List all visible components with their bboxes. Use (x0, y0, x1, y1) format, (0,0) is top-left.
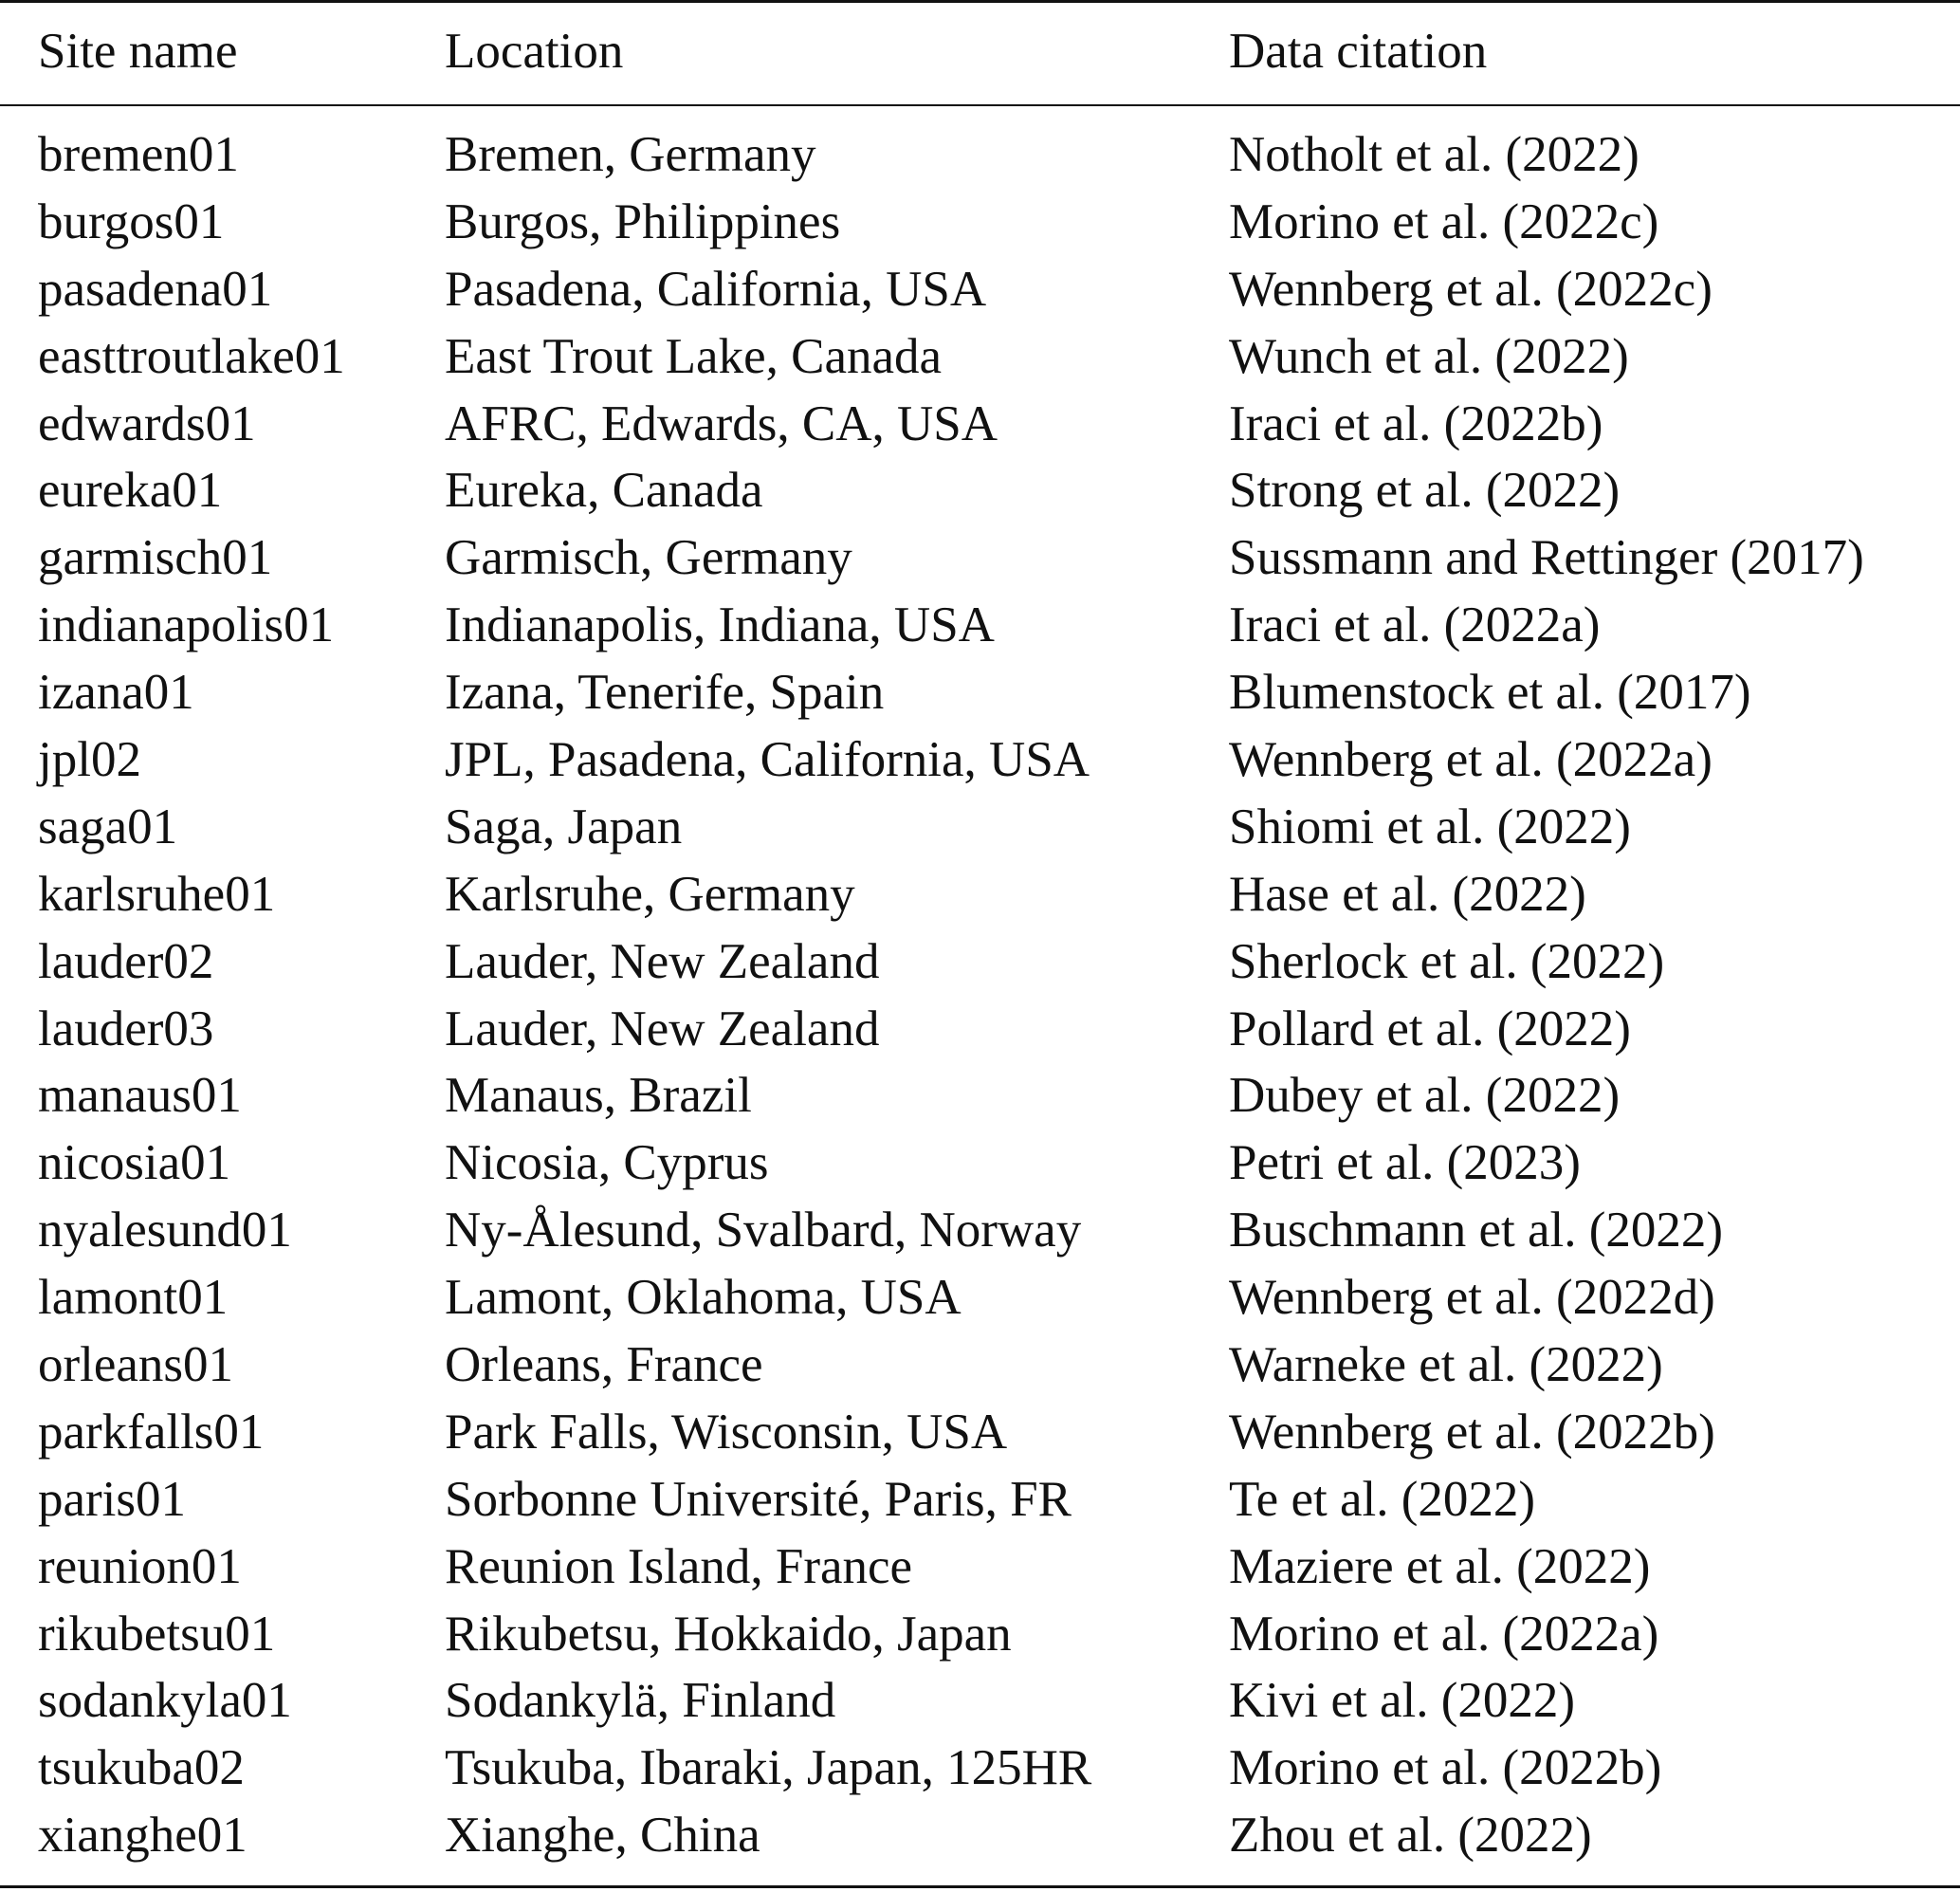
table-body (38, 102, 1950, 1869)
location-cell: Burgos, Philippines (445, 193, 841, 249)
table-row (38, 794, 1950, 861)
data-citation-cell: Wennberg et al. (2022d) (1229, 1270, 1715, 1326)
data-citation-cell: Wunch et al. (2022) (1229, 328, 1629, 384)
header-row (38, 0, 1950, 102)
site-name-cell: lauder02 (38, 933, 214, 989)
location-cell: Izana, Tenerife, Spain (445, 665, 885, 721)
location-cell: Eureka, Canada (445, 463, 763, 519)
table-row (38, 1197, 1950, 1264)
data-citation-cell: Wennberg et al. (2022c) (1229, 261, 1713, 317)
data-citation-cell: Petri et al. (2023) (1229, 1135, 1581, 1191)
location-cell: Ny-Ålesund, Svalbard, Norway (445, 1203, 1082, 1258)
site-name-cell: eureka01 (38, 463, 223, 519)
location-cell: East Trout Lake, Canada (445, 328, 943, 384)
location-cell: Indianapolis, Indiana, USA (445, 597, 995, 653)
data-citation-cell: Iraci et al. (2022b) (1229, 395, 1603, 451)
column-header-data-citation: Data citation (1229, 23, 1488, 79)
table-row (38, 1534, 1950, 1601)
location-cell: JPL, Pasadena, California, USA (445, 731, 1090, 787)
location-cell: Sodankylä, Finland (445, 1673, 836, 1729)
data-citation-cell: Wennberg et al. (2022a) (1229, 731, 1713, 787)
location-cell: Reunion Island, France (445, 1538, 913, 1594)
site-name-cell: paris01 (38, 1471, 187, 1527)
site-name-cell: manaus01 (38, 1068, 242, 1124)
table-row (38, 861, 1950, 928)
location-cell: Lamont, Oklahoma, USA (445, 1270, 962, 1326)
data-citation-cell: Dubey et al. (2022) (1229, 1068, 1621, 1124)
site-name-cell: nyalesund01 (38, 1203, 292, 1258)
table-row (38, 592, 1950, 659)
data-citation-cell: Warneke et al. (2022) (1229, 1336, 1663, 1392)
table-row (38, 1601, 1950, 1668)
location-cell: Sorbonne Université, Paris, FR (445, 1471, 1072, 1527)
column-header-site-name: Site name (38, 23, 238, 79)
data-citation-cell: Maziere et al. (2022) (1229, 1538, 1651, 1594)
location-cell: Lauder, New Zealand (445, 1001, 880, 1056)
site-name-cell: sodankyla01 (38, 1673, 292, 1729)
site-name-cell: pasadena01 (38, 261, 273, 317)
location-cell: Park Falls, Wisconsin, USA (445, 1404, 1008, 1460)
table-row (38, 1130, 1950, 1197)
data-citation-cell: Buschmann et al. (2022) (1229, 1203, 1724, 1258)
data-table (38, 0, 1950, 1869)
column-header-location: Location (445, 23, 624, 79)
site-name-cell: saga01 (38, 799, 178, 854)
table-row (38, 189, 1950, 256)
data-citation-cell: Notholt et al. (2022) (1229, 126, 1639, 182)
location-cell: Rikubetsu, Hokkaido, Japan (445, 1606, 1012, 1662)
site-name-cell: tsukuba02 (38, 1740, 245, 1796)
data-citation-cell: Blumenstock et al. (2017) (1229, 665, 1751, 721)
table-row (38, 726, 1950, 794)
location-cell: Saga, Japan (445, 799, 683, 854)
table-row (38, 659, 1950, 726)
location-cell: Karlsruhe, Germany (445, 866, 855, 922)
site-name-cell: nicosia01 (38, 1135, 231, 1191)
site-name-cell: karlsruhe01 (38, 866, 276, 922)
site-name-cell: orleans01 (38, 1336, 234, 1392)
table-row (38, 102, 1950, 189)
data-citation-cell: Morino et al. (2022c) (1229, 193, 1659, 249)
table-row (38, 1802, 1950, 1869)
table-row (38, 256, 1950, 323)
location-cell: AFRC, Edwards, CA, USA (445, 395, 998, 451)
site-name-cell: jpl02 (38, 731, 141, 787)
location-cell: Bremen, Germany (445, 126, 816, 182)
site-name-cell: reunion01 (38, 1538, 242, 1594)
table-row (38, 524, 1950, 592)
site-name-cell: burgos01 (38, 193, 225, 249)
data-citation-cell: Strong et al. (2022) (1229, 463, 1621, 519)
data-citation-cell: Pollard et al. (2022) (1229, 1001, 1631, 1056)
location-cell: Orleans, France (445, 1336, 763, 1392)
data-citation-cell: Te et al. (2022) (1229, 1471, 1535, 1527)
data-citation-cell: Zhou et al. (2022) (1229, 1808, 1592, 1864)
location-cell: Garmisch, Germany (445, 530, 852, 586)
table-row (38, 928, 1950, 996)
site-name-cell: parkfalls01 (38, 1404, 265, 1460)
site-name-cell: izana01 (38, 665, 194, 721)
table-row (38, 1667, 1950, 1735)
location-cell: Xianghe, China (445, 1808, 760, 1864)
site-name-cell: easttroutlake01 (38, 328, 345, 384)
site-name-cell: rikubetsu01 (38, 1606, 276, 1662)
table-row (38, 391, 1950, 458)
table-row (38, 1466, 1950, 1534)
site-name-cell: xianghe01 (38, 1808, 247, 1864)
table-row (38, 996, 1950, 1063)
location-cell: Tsukuba, Ibaraki, Japan, 125HR (445, 1740, 1092, 1796)
data-citation-cell: Kivi et al. (2022) (1229, 1673, 1576, 1729)
data-citation-cell: Sussmann and Rettinger (2017) (1229, 530, 1864, 586)
table-row (38, 1264, 1950, 1332)
table-row (38, 323, 1950, 391)
site-name-cell: indianapolis01 (38, 597, 335, 653)
location-cell: Pasadena, California, USA (445, 261, 987, 317)
site-name-cell: edwards01 (38, 395, 256, 451)
bottom-rule (0, 1885, 1960, 1888)
data-citation-cell: Morino et al. (2022a) (1229, 1606, 1659, 1662)
table-row (38, 1735, 1950, 1802)
table-row (38, 1332, 1950, 1399)
site-name-cell: garmisch01 (38, 530, 273, 586)
table-row (38, 1399, 1950, 1466)
data-citation-cell: Hase et al. (2022) (1229, 866, 1586, 922)
data-citation-cell: Wennberg et al. (2022b) (1229, 1404, 1715, 1460)
site-name-cell: lamont01 (38, 1270, 229, 1326)
location-cell: Nicosia, Cyprus (445, 1135, 769, 1191)
site-name-cell: lauder03 (38, 1001, 214, 1056)
table-row (38, 457, 1950, 524)
table-row (38, 1062, 1950, 1130)
location-cell: Lauder, New Zealand (445, 933, 880, 989)
data-citation-cell: Morino et al. (2022b) (1229, 1740, 1662, 1796)
data-citation-cell: Shiomi et al. (2022) (1229, 799, 1631, 854)
data-citation-cell: Sherlock et al. (2022) (1229, 933, 1665, 989)
location-cell: Manaus, Brazil (445, 1068, 752, 1124)
site-name-cell: bremen01 (38, 126, 239, 182)
data-citation-cell: Iraci et al. (2022a) (1229, 597, 1601, 653)
